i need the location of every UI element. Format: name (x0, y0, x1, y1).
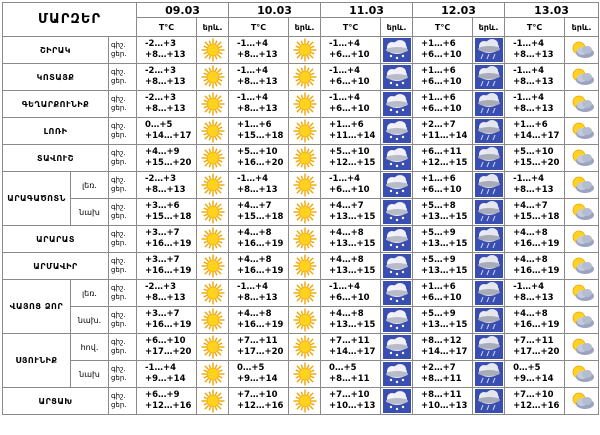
cloud-rain-icon (473, 361, 505, 388)
icon-col-header: երև. (473, 18, 505, 37)
partly-cloudy-icon (565, 145, 599, 172)
temperature-cell: +7…+11 +17…+20 (229, 334, 289, 361)
cloud-snow-icon (381, 334, 413, 361)
temperature-cell: +2…+7 +11…+14 (413, 118, 473, 145)
sun-icon (197, 280, 229, 307)
date-header: 09.03 (137, 3, 229, 18)
temperature-cell: +1…+6 +6…+10 (413, 64, 473, 91)
partly-cloudy-icon (565, 118, 599, 145)
temperature-cell: 0…+5 +9…+14 (229, 361, 289, 388)
region-name: ԱՐՑԱԽ (3, 388, 109, 415)
table-row (3, 388, 599, 415)
temperature-cell: -1…+4 +6…+10 (321, 172, 381, 199)
cloud-rain-icon (473, 388, 505, 415)
cloud-rain-icon (473, 145, 505, 172)
sun-icon (197, 145, 229, 172)
temperature-cell: -2…+3 +8…+13 (137, 91, 197, 118)
temperature-cell: 0…+5 +8…+11 (321, 361, 381, 388)
cloud-rain-icon (473, 37, 505, 64)
date-header: 13.03 (505, 3, 599, 18)
region-name: ԱՐԱԳԱԾՈՏՆ (3, 172, 71, 226)
sun-icon (197, 118, 229, 145)
day-night-label: գիշ. ցեր. (109, 199, 137, 226)
icon-col-header: երև. (197, 18, 229, 37)
temp-col-header: T°C (229, 18, 289, 37)
region-name: ԳԵՂԱՐՔՈՒՆԻՔ (3, 91, 109, 118)
temperature-cell: +5…+9 +13…+15 (413, 253, 473, 280)
day-night-label: գիշ. ցեր. (109, 307, 137, 334)
sun-icon (197, 307, 229, 334)
temperature-cell: +3…+6 +15…+18 (137, 199, 197, 226)
temperature-cell: +6…+9 +12…+16 (137, 388, 197, 415)
table-row (3, 280, 599, 307)
icon-col-header: երև. (381, 18, 413, 37)
temperature-cell: +1…+6 +6…+10 (413, 172, 473, 199)
sun-icon (289, 91, 321, 118)
temperature-cell: +1…+6 +6…+10 (413, 280, 473, 307)
region-name: ԿՈՏԱՅՔ (3, 64, 109, 91)
day-night-label: գիշ. ցեր. (109, 388, 137, 415)
temperature-cell: -2…+3 +8…+13 (137, 64, 197, 91)
temperature-cell: +4…+8 +16…+19 (505, 307, 565, 334)
cloud-rain-icon (473, 91, 505, 118)
table-row (3, 361, 599, 388)
partly-cloudy-icon (565, 253, 599, 280)
partly-cloudy-icon (565, 280, 599, 307)
partly-cloudy-icon (565, 172, 599, 199)
sun-icon (289, 64, 321, 91)
temperature-cell: +4…+8 +13…+15 (321, 307, 381, 334)
temperature-cell: +5…+10 +15…+20 (505, 145, 565, 172)
temperature-cell: -1…+4 +8…+13 (229, 37, 289, 64)
sun-icon (197, 91, 229, 118)
temperature-cell: -1…+4 +8…+13 (505, 64, 565, 91)
temperature-cell: +4…+8 +16…+19 (229, 226, 289, 253)
table-row (3, 37, 599, 64)
sun-icon (289, 199, 321, 226)
sun-icon (289, 118, 321, 145)
temperature-cell: +1…+6 +6…+10 (413, 37, 473, 64)
region-name: ՇԻՐԱԿ (3, 37, 109, 64)
cloud-rain-icon (473, 280, 505, 307)
cloud-rain-icon (473, 253, 505, 280)
temperature-cell: +3…+7 +16…+19 (137, 307, 197, 334)
sun-icon (289, 388, 321, 415)
temperature-cell: -1…+4 +9…+14 (137, 361, 197, 388)
temperature-cell: +4…+8 +13…+15 (321, 253, 381, 280)
temperature-cell: -2…+3 +8…+13 (137, 172, 197, 199)
partly-cloudy-icon (565, 226, 599, 253)
cloud-snow-icon (381, 388, 413, 415)
temperature-cell: +4…+7 +13…+15 (321, 199, 381, 226)
cloud-rain-icon (473, 226, 505, 253)
temperature-cell: +1…+6 +6…+10 (413, 91, 473, 118)
temperature-cell: +4…+8 +16…+19 (229, 307, 289, 334)
temp-col-header: T°C (413, 18, 473, 37)
temperature-cell: +6…+10 +17…+20 (137, 334, 197, 361)
region-name: ՍՅՈՒՆԻՔ (3, 334, 71, 388)
icon-col-header: երև. (565, 18, 599, 37)
table-row (3, 307, 599, 334)
cloud-rain-icon (473, 118, 505, 145)
temperature-cell: +7…+10 +12…+16 (505, 388, 565, 415)
temperature-cell: 0…+5 +9…+14 (505, 361, 565, 388)
table-row (3, 145, 599, 172)
sun-icon (289, 253, 321, 280)
cloud-snow-icon (381, 226, 413, 253)
table-row (3, 172, 599, 199)
sun-icon (197, 64, 229, 91)
temperature-cell: +4…+9 +15…+20 (137, 145, 197, 172)
temperature-cell: +2…+7 +8…+11 (413, 361, 473, 388)
cloud-snow-icon (381, 91, 413, 118)
subregion-name: նախ (71, 361, 109, 388)
temperature-cell: -1…+4 +6…+10 (321, 37, 381, 64)
day-night-label: գիշ. ցեր. (109, 37, 137, 64)
day-night-label: գիշ. ցեր. (109, 280, 137, 307)
subregion-name: լեռ. (71, 172, 109, 199)
date-header: 10.03 (229, 3, 321, 18)
region-name: ՎԱՅՈՑ ՁՈՐ (3, 280, 71, 334)
subregion-name: հով. (71, 334, 109, 361)
temperature-cell: +5…+9 +13…+15 (413, 226, 473, 253)
day-night-label: գիշ. ցեր. (109, 361, 137, 388)
temperature-cell: +1…+6 +11…+14 (321, 118, 381, 145)
temp-col-header: T°C (505, 18, 565, 37)
day-night-label: գիշ. ցեր. (109, 253, 137, 280)
icon-col-header: երև. (289, 18, 321, 37)
sun-icon (289, 145, 321, 172)
subregion-name: լեռ. (71, 280, 109, 307)
temperature-cell: -1…+4 +8…+13 (505, 91, 565, 118)
temperature-cell: +8…+11 +10…+13 (413, 388, 473, 415)
temperature-cell: +1…+6 +15…+18 (229, 118, 289, 145)
sun-icon (289, 334, 321, 361)
partly-cloudy-icon (565, 37, 599, 64)
sun-icon (289, 361, 321, 388)
day-night-label: գիշ. ցեր. (109, 172, 137, 199)
cloud-rain-icon (473, 199, 505, 226)
cloud-snow-icon (381, 118, 413, 145)
partly-cloudy-icon (565, 361, 599, 388)
table-row (3, 118, 599, 145)
region-name: ԼՈՌԻ (3, 118, 109, 145)
date-header: 12.03 (413, 3, 505, 18)
partly-cloudy-icon (565, 64, 599, 91)
sun-icon (197, 388, 229, 415)
temperature-cell: -1…+4 +8…+13 (229, 172, 289, 199)
cloud-snow-icon (381, 253, 413, 280)
partly-cloudy-icon (565, 199, 599, 226)
date-header: 11.03 (321, 3, 413, 18)
table-row (3, 334, 599, 361)
table-title: ՄԱՐԶԵՐ (3, 3, 137, 37)
temperature-cell: -1…+4 +6…+10 (321, 280, 381, 307)
temperature-cell: -2…+3 +8…+13 (137, 37, 197, 64)
temperature-cell: +4…+8 +16…+19 (505, 253, 565, 280)
cloud-snow-icon (381, 199, 413, 226)
temperature-cell: -1…+4 +8…+13 (229, 91, 289, 118)
cloud-snow-icon (381, 64, 413, 91)
sun-icon (289, 226, 321, 253)
temperature-cell: +5…+8 +13…+15 (413, 199, 473, 226)
cloud-snow-icon (381, 37, 413, 64)
temperature-cell: +5…+10 +12…+15 (321, 145, 381, 172)
temperature-cell: +7…+10 +10…+13 (321, 388, 381, 415)
temperature-cell: -1…+4 +6…+10 (321, 64, 381, 91)
temperature-cell: +1…+6 +14…+17 (505, 118, 565, 145)
temperature-cell: 0…+5 +14…+17 (137, 118, 197, 145)
cloud-rain-icon (473, 334, 505, 361)
sun-icon (289, 172, 321, 199)
temperature-cell: +6…+11 +12…+15 (413, 145, 473, 172)
temperature-cell: +3…+7 +16…+19 (137, 253, 197, 280)
sun-icon (289, 37, 321, 64)
table-row (3, 91, 599, 118)
forecast-table (2, 2, 599, 415)
sun-icon (289, 307, 321, 334)
temperature-cell: -1…+4 +8…+13 (505, 172, 565, 199)
table-row (3, 253, 599, 280)
sun-icon (197, 226, 229, 253)
table-row (3, 199, 599, 226)
temperature-cell: +7…+11 +17…+20 (505, 334, 565, 361)
day-night-label: գիշ. ցեր. (109, 226, 137, 253)
sun-icon (197, 361, 229, 388)
day-night-label: գիշ. ցեր. (109, 145, 137, 172)
cloud-rain-icon (473, 64, 505, 91)
partly-cloudy-icon (565, 334, 599, 361)
temperature-cell: +4…+8 +16…+19 (505, 226, 565, 253)
subregion-name: նախ. (71, 307, 109, 334)
sun-icon (197, 253, 229, 280)
sun-icon (197, 199, 229, 226)
region-name: ՏԱՎՈՒՇ (3, 145, 109, 172)
day-night-label: գիշ. ցեր. (109, 334, 137, 361)
partly-cloudy-icon (565, 388, 599, 415)
sun-icon (197, 172, 229, 199)
temperature-cell: +7…+11 +14…+17 (321, 334, 381, 361)
sun-icon (289, 280, 321, 307)
temperature-cell: +4…+8 +13…+15 (321, 226, 381, 253)
cloud-snow-icon (381, 172, 413, 199)
cloud-snow-icon (381, 361, 413, 388)
temp-col-header: T°C (321, 18, 381, 37)
table-row (3, 226, 599, 253)
cloud-snow-icon (381, 280, 413, 307)
temperature-cell: +4…+7 +15…+18 (229, 199, 289, 226)
temperature-cell: -1…+4 +8…+13 (229, 280, 289, 307)
temperature-cell: +3…+7 +16…+19 (137, 226, 197, 253)
temperature-cell: -1…+4 +6…+10 (321, 91, 381, 118)
temperature-cell: -1…+4 +8…+13 (505, 280, 565, 307)
day-night-label: գիշ. ցեր. (109, 64, 137, 91)
region-name: ԱՐՄԱՎԻՐ (3, 253, 109, 280)
partly-cloudy-icon (565, 91, 599, 118)
temperature-cell: +4…+7 +15…+18 (505, 199, 565, 226)
sun-icon (197, 37, 229, 64)
sun-icon (197, 334, 229, 361)
day-night-label: գիշ. ցեր. (109, 118, 137, 145)
temperature-cell: +7…+10 +12…+16 (229, 388, 289, 415)
temperature-cell: -1…+4 +8…+13 (229, 64, 289, 91)
table-row (3, 64, 599, 91)
region-name: ԱՐԱՐԱՏ (3, 226, 109, 253)
temperature-cell: +5…+10 +16…+20 (229, 145, 289, 172)
temperature-cell: +8…+12 +14…+17 (413, 334, 473, 361)
day-night-label: գիշ. ցեր. (109, 91, 137, 118)
cloud-snow-icon (381, 307, 413, 334)
partly-cloudy-icon (565, 307, 599, 334)
temp-col-header: T°C (137, 18, 197, 37)
temperature-cell: +5…+9 +13…+15 (413, 307, 473, 334)
temperature-cell: -2…+3 +8…+13 (137, 280, 197, 307)
temperature-cell: +4…+8 +16…+19 (229, 253, 289, 280)
cloud-snow-icon (381, 145, 413, 172)
cloud-rain-icon (473, 307, 505, 334)
temperature-cell: -1…+4 +8…+13 (505, 37, 565, 64)
cloud-rain-icon (473, 172, 505, 199)
subregion-name: նախ (71, 199, 109, 226)
